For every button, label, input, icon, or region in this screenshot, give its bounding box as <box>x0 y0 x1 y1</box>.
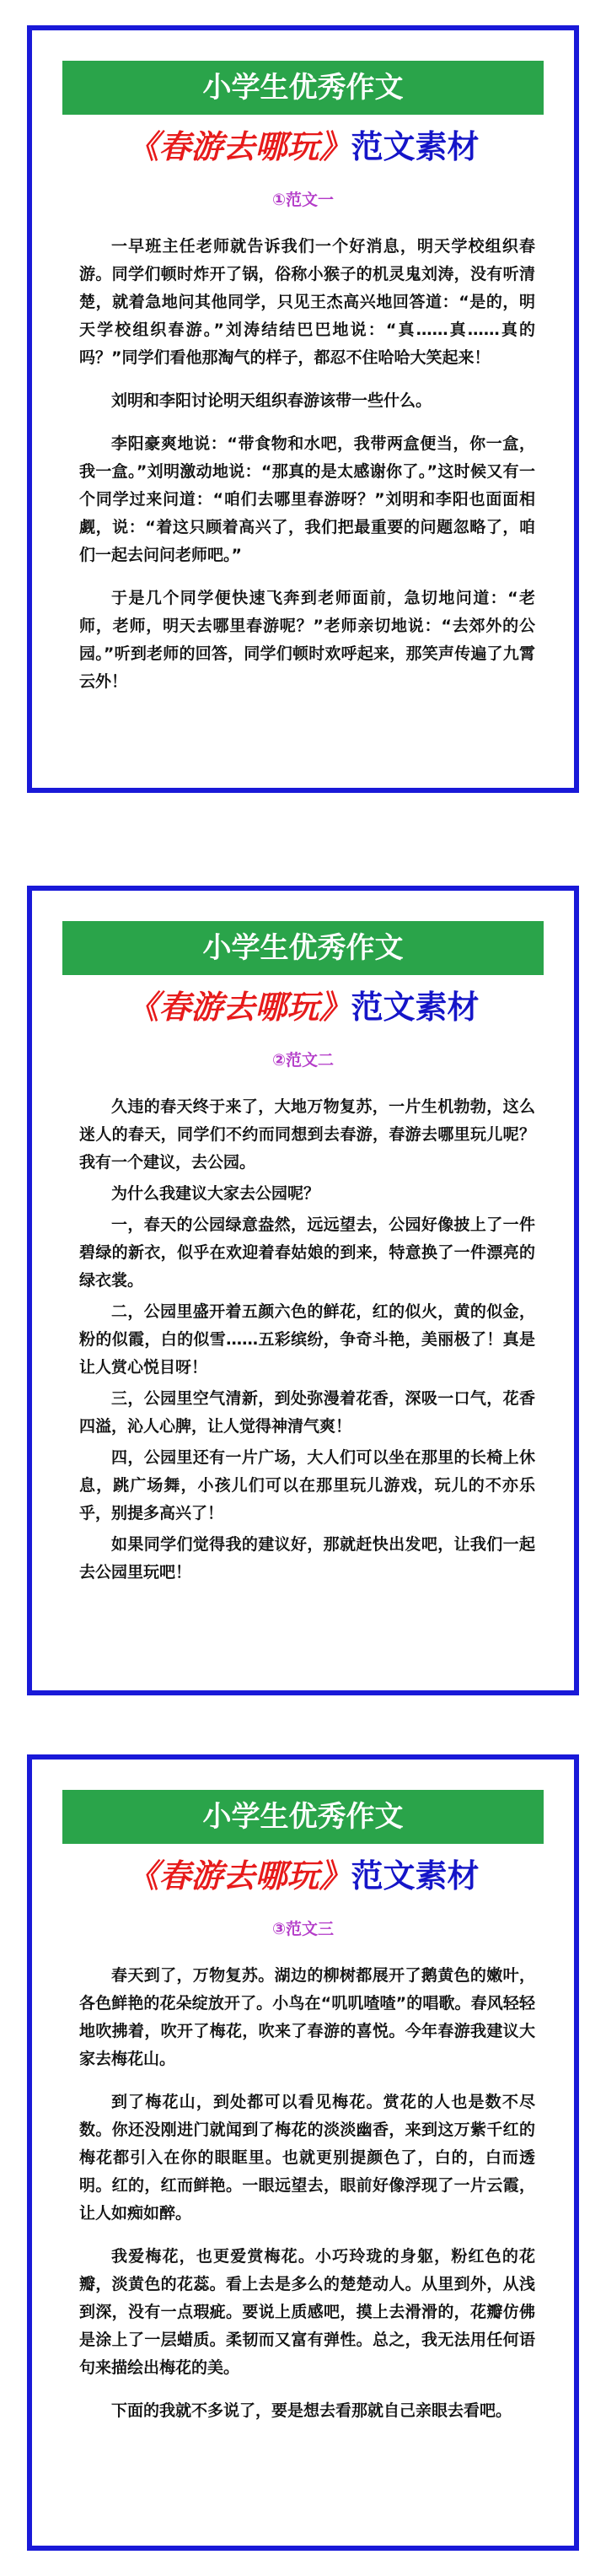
title-red: 《春游去哪玩》 <box>126 989 351 1026</box>
paragraph: 刘明和李阳讨论明天组织春游该带一些什么。 <box>111 391 432 410</box>
header-banner: 小学生优秀作文 <box>62 61 544 115</box>
paragraph: 如果同学们觉得我的建议好，那就赶快出发吧，让我们一起去公园里玩吧！ <box>79 1535 535 1582</box>
header-banner: 小学生优秀作文 <box>62 1790 544 1844</box>
paragraph: 二，公园里盛开着五颜六色的鲜花，红的似火，黄的似金，粉的似霞，白的似雪……五彩缤纷，争奇斗艳，美丽极了！真是让人赏心悦目呀！ <box>79 1302 535 1377</box>
paragraph: 久违的春天终于来了，大地万物复苏，一片生机勃勃，这么迷人的春天，同学们不约而同想到去春游，春游去哪里玩儿呢？我有一个建议，去公园。 <box>79 1097 535 1172</box>
paragraph: 一早班主任老师就告诉我们一个好消息，明天学校组织春游。同学们顿时炸开了锅，俗称小猴子的机灵鬼刘涛，没有听清楚，就着急地问其他同学，只见王杰高兴地回答道：“是的，明天学校组织春游。”刘涛结结巴巴地说：“真……真……真的吗？”同学们看他那淘气的样子，都忍不住哈哈大笑起来！ <box>79 237 535 367</box>
essay-body <box>79 233 535 711</box>
title-blue: 范文素材 <box>351 989 480 1026</box>
header-banner: 小学生优秀作文 <box>62 921 544 975</box>
paragraph: 李阳豪爽地说：“带食物和水吧，我带两盒便当，你一盒，我一盒。”刘明激动地说：“那真的是太感谢你了。”这时候又有一个同学过来问道：“咱们去哪里春游呀？”刘明和李阳也面面相觑，说：“着这只顾着高兴了，我们把最重要的问题忽略了，咱们一起去问问老师吧。” <box>79 434 535 564</box>
title-red: 《春游去哪玩》 <box>126 1857 351 1894</box>
essay-card-2 <box>27 886 579 1695</box>
essay-body <box>79 1962 535 2440</box>
sample-label: ③范文三 <box>271 1920 335 1938</box>
paragraph: 下面的我就不多说了，要是想去看那就自己亲眼去看吧。 <box>111 2401 512 2420</box>
sample-label: ②范文二 <box>271 1051 335 1070</box>
essay-title <box>32 987 574 1027</box>
paragraph: 我爱梅花，也更爱赏梅花。小巧玲珑的身躯，粉红色的花瓣，淡黄色的花蕊。看上去是多么的楚楚动人。从里到外，从浅到深，没有一点瑕疵。要说上质感吧，摸上去滑滑的，花瓣仿佛是涂上了一层蜡质。柔韧而又富有弹性。总之，我无法用任何语句来描绘出梅花的美。 <box>79 2247 535 2377</box>
title-blue: 范文素材 <box>351 1857 480 1894</box>
essay-body <box>79 1093 535 1590</box>
paragraph: 三，公园里空气清新，到处弥漫着花香，深吸一口气，花香四溢，沁人心脾，让人觉得神清气爽！ <box>79 1389 535 1436</box>
essay-card-3 <box>27 1754 579 2551</box>
paragraph: 于是几个同学便快速飞奔到老师面前，急切地问道：“老师，老师，明天去哪里春游呢？”老师亲切地说：“去郊外的公园。”听到老师的回答，同学们顿时欢呼起来，那笑声传遍了九霄云外！ <box>79 589 535 691</box>
title-red: 《春游去哪玩》 <box>126 128 351 165</box>
paragraph: 到了梅花山，到处都可以看见梅花。赏花的人也是数不尽数。你还没刚进门就闻到了梅花的淡淡幽香，来到这万紫千红的梅花都引入在你的眼眶里。也就更别提颜色了，白的，白而透明。红的，红而鲜艳。一眼远望去，眼前好像浮现了一片云霞，让人如痴如醉。 <box>79 2093 535 2223</box>
essay-title <box>32 127 574 167</box>
title-blue: 范文素材 <box>351 128 480 165</box>
essay-title <box>32 1856 574 1896</box>
sample-label: ①范文一 <box>271 191 335 209</box>
paragraph: 四，公园里还有一片广场，大人们可以坐在那里的长椅上休息，跳广场舞，小孩儿们可以在那里玩儿游戏，玩儿的不亦乐乎，别提多高兴了！ <box>79 1448 535 1522</box>
paragraph: 为什么我建议大家去公园呢？ <box>111 1184 320 1203</box>
essay-card-1 <box>27 25 579 793</box>
paragraph: 春天到了，万物复苏。湖边的柳树都展开了鹅黄色的嫩叶，各色鲜艳的花朵绽放开了。小鸟在“叽叽喳喳”的唱歌。春风轻轻地吹拂着，吹开了梅花，吹来了春游的喜悦。今年春游我建议大家去梅花山。 <box>79 1966 535 2068</box>
paragraph: 一，春天的公园绿意盎然，远远望去，公园好像披上了一件碧绿的新衣，似乎在欢迎着春姑娘的到来，特意换了一件漂亮的绿衣裳。 <box>79 1215 535 1290</box>
